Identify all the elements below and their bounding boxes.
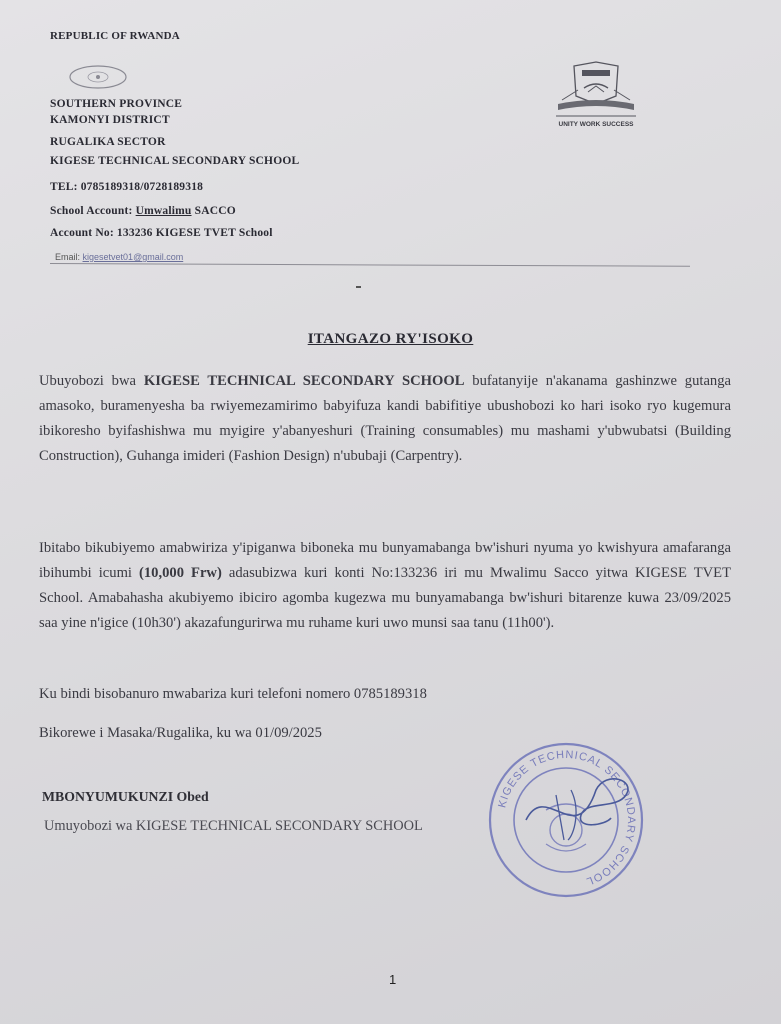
account-bank: Umwalimu — [135, 205, 192, 217]
page-number: 1 — [389, 972, 397, 987]
info-line: Ku bindi bisobanuro mwabariza kuri telefoni nomero 0785189318 — [39, 686, 427, 702]
para1-school: KIGESE TECHNICAL SECONDARY SCHOOL — [143, 373, 465, 389]
notice-title: ITANGAZO RY'ISOKO — [307, 331, 474, 347]
account-suffix: SACCO — [194, 205, 236, 217]
paragraph-2 — [39, 536, 731, 636]
stamp-text: KIGESE TECHNICAL SECONDARY SCHOOL — [496, 748, 638, 888]
header-country: REPUBLIC OF RWANDA — [50, 30, 180, 42]
para2-lead: Ibitabo bikubiyemo amabwiriza y'ipiganwa biboneka mu bunyamabanga bw'ishuri nyuma yo kwishyura amafaranga ibihumbi icumi — [39, 540, 731, 581]
divider-mark — [356, 286, 361, 288]
header-account — [50, 205, 236, 217]
date-line: Bikorewe i Masaka/Rugalika, ku wa 01/09/2025 — [39, 725, 322, 741]
header-district: KAMONYI DISTRICT — [50, 114, 170, 126]
header-account-no: Account No: 133236 KIGESE TVET School — [50, 227, 273, 239]
header-divider — [50, 263, 690, 267]
header-sector: RUGALIKA SECTOR — [50, 136, 166, 148]
svg-text:KIGESE TECHNICAL SECONDARY SCH — [496, 749, 637, 888]
header-province: SOUTHERN PROVINCE — [50, 98, 183, 110]
coat-of-arms-logo — [68, 64, 128, 95]
official-stamp — [486, 740, 646, 905]
para2-amount: (10,000 Frw) — [139, 565, 222, 581]
para1-rest: bufatanyije n'akanama gashinzwe gutanga amasoko, buramenyesha ba rwiyemezamirimo babyifuza kandi babifitiye ubushobozi ko hari isoko ryo kugemura ibikoresho byifashishwa mu myigire y'abanyeshuri (Training consumables) mu mashami y'ubwubatsi (Building Construction), Guhanga imideri (Fashion Design) n'ububaji (Carpentry). — [39, 373, 732, 464]
email-address[interactable]: kigesetvet01@gmail.com — [82, 252, 184, 262]
para1-lead: Ubuyobozi bwa — [39, 373, 144, 389]
paragraph-1 — [39, 369, 731, 469]
account-label: School Account: — [50, 205, 133, 217]
para2-rest: adasubizwa kuri konti No:133236 iri mu Mwalimu Sacco yitwa KIGESE TVET School. Amabahasha akubiyemo ibiciro agomba kugezwa mu bunyamabanga bw'ishuri bitarenze kuwa 23/09/2025 saa yine n'igice (10h30') akazafungurirwa mu ruhame kuri uwo munsi saa tanu (11h00'). — [39, 565, 731, 631]
email-label: Email: — [55, 252, 81, 262]
signatory-name: MBONYUMUKUNZI Obed — [42, 789, 209, 804]
logo-motto: UNITY WORK SUCCESS — [558, 121, 634, 128]
signatory-role: Umuyobozi wa KIGESE TECHNICAL SECONDARY SCHOOL — [44, 818, 423, 834]
header-school: KIGESE TECHNICAL SECONDARY SCHOOL — [50, 155, 300, 167]
school-logo — [548, 60, 644, 135]
notice-title-wrap — [0, 330, 781, 348]
header-tel: TEL: 0785189318/0728189318 — [50, 181, 204, 193]
header-email — [55, 252, 183, 262]
